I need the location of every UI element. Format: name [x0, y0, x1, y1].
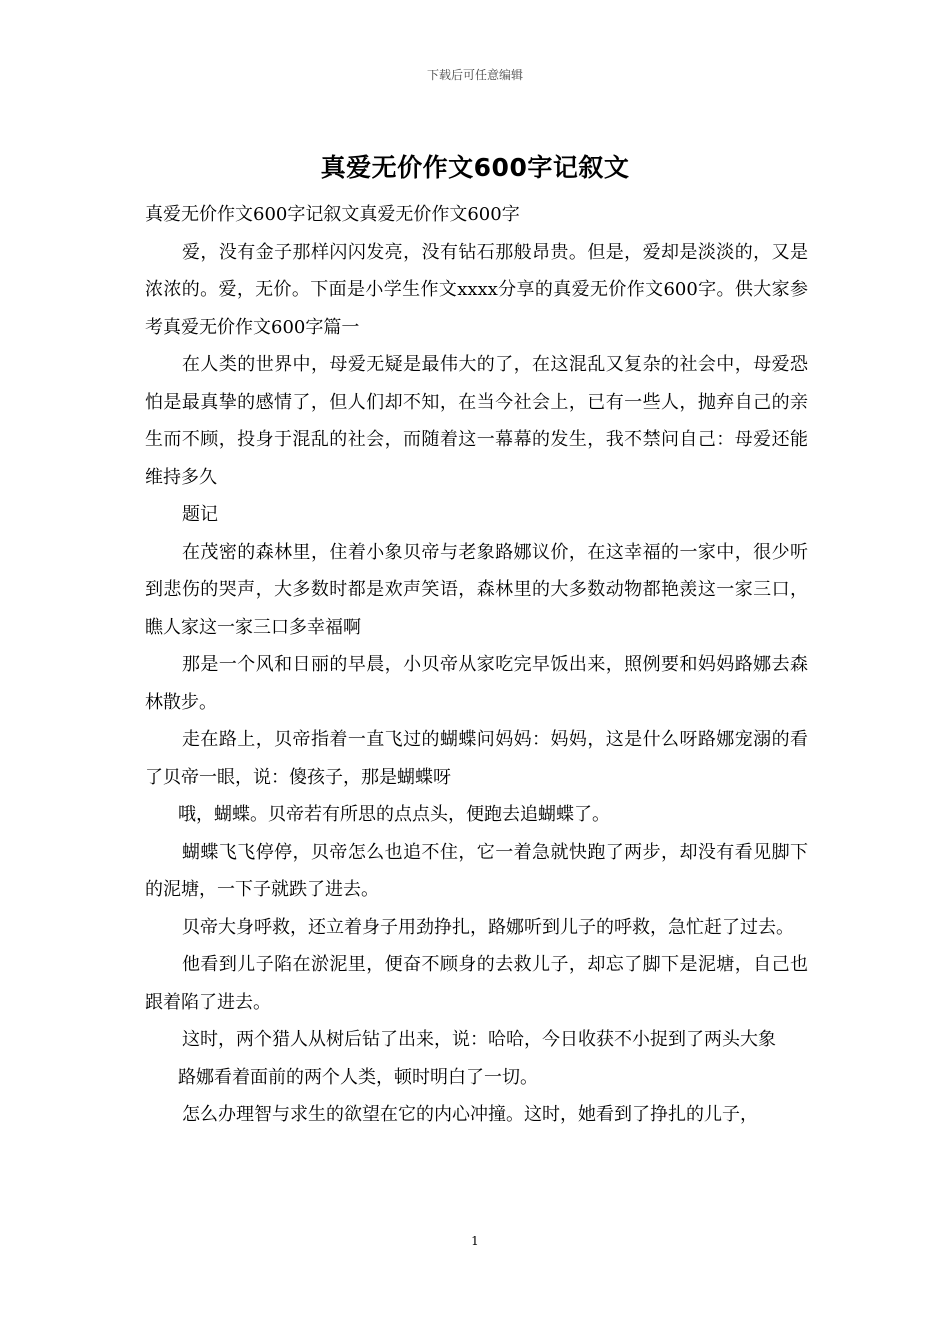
- paragraph: 在人类的世界中，母爱无疑是最伟大的了，在这混乱又复杂的社会中，母爱恐怕是最真挚的感情了，但人们却不知，在当今社会上，已有一些人，抛弃自己的亲生而不顾，投身于混乱的社会，而随着这一幕幕的发生，我不禁问自己：母爱还能维持多久: [145, 354, 808, 488]
- paragraph: 路娜看着面前的两个人类，顿时明白了一切。: [178, 1066, 538, 1088]
- header-note: 下载后可任意编辑: [426, 68, 523, 82]
- paragraph-subtitle: 真爱无价作文600字记叙文真爱无价作文600字: [145, 204, 520, 225]
- paragraph: 哦，蝴蝶。贝帝若有所思的点点头，便跑去追蝴蝶了。: [178, 804, 610, 825]
- document-body: [145, 196, 808, 1134]
- paragraph: 爱，没有金子那样闪闪发亮，没有钻石那般昂贵。但是，爱却是淡淡的，又是浓浓的。爱，无价。下面是小学生作文xxxx分享的真爱无价作文600字。供大家参考真爱无价作文600字篇一: [145, 241, 808, 338]
- page-number: 1: [471, 1234, 479, 1248]
- paragraph: 他看到儿子陷在淤泥里，便奋不顾身的去救儿子，却忘了脚下是泥塘，自己也跟着陷了进去。: [145, 954, 808, 1013]
- paragraph: 怎么办理智与求生的欲望在它的内心冲撞。这时，她看到了挣扎的儿子，: [182, 1104, 758, 1125]
- document-title: 真爱无价作文600字记叙文: [320, 153, 630, 182]
- paragraph: 贝帝大身呼救，还立着身子用劲挣扎，路娜听到儿子的呼救，急忙赶了过去。: [182, 916, 794, 938]
- paragraph: 那是一个风和日丽的早晨，小贝帝从家吃完早饭出来，照例要和妈妈路娜去森林散步。: [145, 654, 808, 713]
- paragraph: 这时，两个猎人从树后钻了出来，说：哈哈，今日收获不小捉到了两头大象: [182, 1029, 776, 1050]
- paragraph-epigraph-label: 题记: [182, 504, 218, 525]
- paragraph: 在茂密的森林里，住着小象贝帝与老象路娜议价，在这幸福的一家中，很少听到悲伤的哭声，大多数时都是欢声笑语，森林里的大多数动物都艳羡这一家三口，瞧人家这一家三口多幸福啊: [145, 541, 808, 638]
- paragraph: 蝴蝶飞飞停停，贝帝怎么也追不住，它一着急就快跑了两步，却没有看见脚下的泥塘，一下子就跌了进去。: [145, 841, 808, 900]
- paragraph: 走在路上，贝帝指着一直飞过的蝴蝶问妈妈：妈妈，这是什么呀路娜宠溺的看了贝帝一眼，说：傻孩子，那是蝴蝶呀: [145, 729, 808, 788]
